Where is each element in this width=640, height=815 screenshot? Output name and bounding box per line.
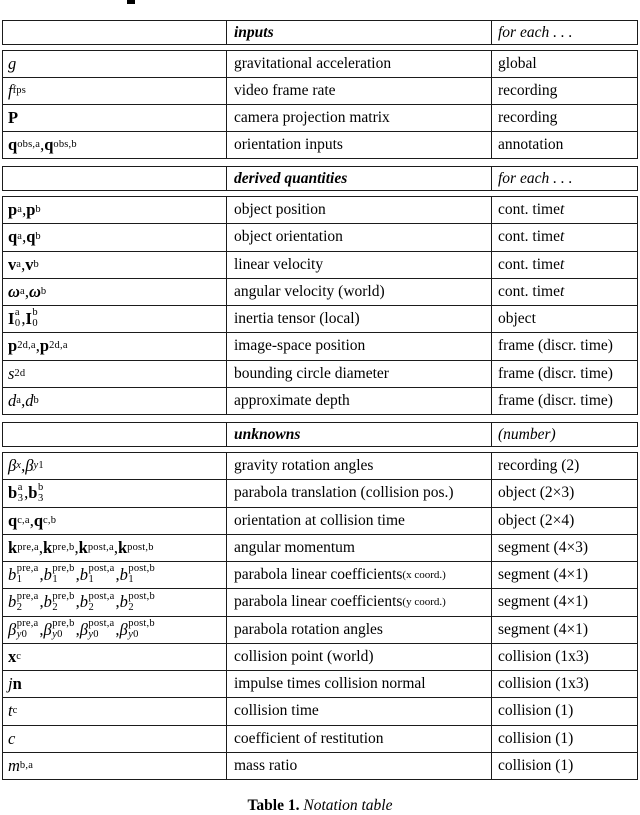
scope-cell: cont. time t [498, 201, 565, 219]
table-row [3, 197, 637, 223]
symbol-cell: f fps [3, 78, 227, 104]
symbol-cell: p 2d,a , p 2d,a [3, 333, 227, 359]
description-cell: parabola rotation angles [227, 617, 492, 643]
table-section-0 [2, 20, 638, 159]
header-empty-cell [3, 21, 227, 44]
description-cell: approximate depth [227, 388, 492, 414]
section-title: unknowns [227, 423, 492, 446]
scope-cell: collision (1x3) [498, 675, 589, 693]
description-cell: object position [227, 197, 492, 223]
symbol-cell: g [3, 51, 227, 77]
scope-cell: frame (discr. time) [498, 364, 613, 382]
scope-cell: object [498, 310, 536, 328]
symbol-cell: x c [3, 644, 227, 670]
symbol-cell: b pre,a 2 , b pre,b 2 , b post,a 2 , b post,b 2 [3, 589, 227, 615]
caption-label: Table 1. [247, 797, 300, 814]
table-row [3, 616, 637, 643]
table-row [3, 725, 637, 752]
symbol-cell: q obs,a , q obs,b [3, 132, 227, 158]
scope-cell: frame (discr. time) [498, 337, 613, 355]
table-row [3, 588, 637, 615]
section-header [2, 422, 638, 447]
symbol-cell: j n [3, 671, 227, 697]
scope-cell: collision (1x3) [498, 647, 589, 665]
table-row [3, 305, 637, 332]
description-cell: angular momentum [227, 535, 492, 561]
table-row [3, 507, 637, 534]
symbol-cell: d a , d b [3, 388, 227, 414]
table-section-2 [2, 422, 638, 780]
description-cell: linear velocity [227, 252, 492, 278]
description-cell: mass ratio [227, 753, 492, 779]
table-row [3, 643, 637, 670]
symbol-cell: s 2d [3, 361, 227, 387]
header-empty-cell [3, 167, 227, 190]
description-cell: orientation inputs [227, 132, 492, 158]
description-cell: inertia tensor (local) [227, 306, 492, 332]
notation-table [2, 20, 638, 787]
table-row [3, 479, 637, 506]
section-header [2, 20, 638, 45]
table-row [3, 251, 637, 278]
symbol-cell: b pre,a 1 , b pre,b 1 , b post,a 1 , b post,b 1 [3, 562, 227, 588]
symbol-cell: q c,a , q c,b [3, 508, 227, 534]
scope-cell: collision (1) [498, 702, 574, 720]
symbol-cell: P [3, 105, 227, 131]
section-body [2, 50, 638, 159]
description-cell: video frame rate [227, 78, 492, 104]
table-row [3, 278, 637, 305]
symbol-cell: c [3, 726, 227, 752]
table-row [3, 561, 637, 588]
section-title: inputs [227, 21, 492, 44]
scope-cell: annotation [498, 136, 564, 153]
section-body [2, 452, 638, 780]
table-row [3, 104, 637, 131]
table-row [3, 131, 637, 158]
table-row [3, 534, 637, 561]
description-cell: angular velocity (world) [227, 279, 492, 305]
description-cell: parabola translation (collision pos.) [227, 480, 492, 506]
scope-cell: segment (4×1) [498, 593, 589, 611]
scope-cell: object (2×4) [498, 511, 575, 529]
scope-cell: global [498, 55, 537, 72]
symbol-cell: m b,a [3, 753, 227, 779]
table-row [3, 697, 637, 724]
symbol-cell: v a , v b [3, 252, 227, 278]
description-cell: parabola linear coefficients (x coord.) [227, 562, 492, 588]
header-empty-cell [3, 423, 227, 446]
symbol-cell: ω a , ω b [3, 279, 227, 305]
symbol-cell: I a 0 , I b 0 [3, 306, 227, 332]
section-title: derived quantities [227, 167, 492, 190]
scope-cell: frame (discr. time) [498, 391, 613, 409]
scope-cell: recording [498, 82, 558, 99]
description-cell: impulse times collision normal [227, 671, 492, 697]
table-row [3, 453, 637, 479]
section-scope-label: for each . . . [498, 23, 573, 41]
scope-cell: segment (4×1) [498, 566, 589, 584]
scope-cell: cont. time t [498, 282, 565, 300]
scope-cell: recording [498, 109, 558, 126]
description-cell: gravitational acceleration [227, 51, 492, 77]
scope-cell: collision (1) [498, 729, 574, 747]
scope-cell: cont. time t [498, 228, 565, 246]
symbol-cell: β x , β y1 [3, 453, 227, 479]
table-section-1 [2, 166, 638, 415]
table-row [3, 387, 637, 414]
section-scope-label: for each . . . [498, 169, 573, 187]
description-cell: gravity rotation angles [227, 453, 492, 479]
symbol-cell: q a , q b [3, 224, 227, 250]
description-cell: parabola linear coefficients (y coord.) [227, 589, 492, 615]
section-scope-label: (number) [498, 425, 556, 443]
description-cell: camera projection matrix [227, 105, 492, 131]
cut-off-text-fragment [127, 0, 135, 4]
scope-cell: object (2×3) [498, 484, 575, 502]
table-row [3, 223, 637, 250]
symbol-cell: β pre,a y0 , β pre,b y0 , β post,a y0 , β post,b y0 [3, 617, 227, 643]
scope-cell: segment (4×1) [498, 620, 589, 638]
scope-cell: recording (2) [498, 457, 580, 475]
symbol-cell: b a 3 , b b 3 [3, 480, 227, 506]
caption-text: Notation table [303, 797, 393, 814]
description-cell: orientation at collision time [227, 508, 492, 534]
section-body [2, 196, 638, 415]
description-cell: collision time [227, 698, 492, 724]
table-caption [0, 796, 640, 815]
symbol-cell: t c [3, 698, 227, 724]
table-row [3, 332, 637, 359]
scope-cell: cont. time t [498, 255, 565, 273]
description-cell: image-space position [227, 333, 492, 359]
description-cell: collision point (world) [227, 644, 492, 670]
table-row [3, 360, 637, 387]
table-row [3, 752, 637, 779]
table-row [3, 670, 637, 697]
scope-cell: collision (1) [498, 756, 574, 774]
description-cell: bounding circle diameter [227, 361, 492, 387]
scope-cell: segment (4×3) [498, 538, 589, 556]
symbol-cell: k pre,a , k pre,b , k post,a , k post,b [3, 535, 227, 561]
table-row [3, 51, 637, 77]
symbol-cell: p a , p b [3, 197, 227, 223]
description-cell: coefficient of restitution [227, 726, 492, 752]
section-header [2, 166, 638, 191]
description-cell: object orientation [227, 224, 492, 250]
table-row [3, 77, 637, 104]
